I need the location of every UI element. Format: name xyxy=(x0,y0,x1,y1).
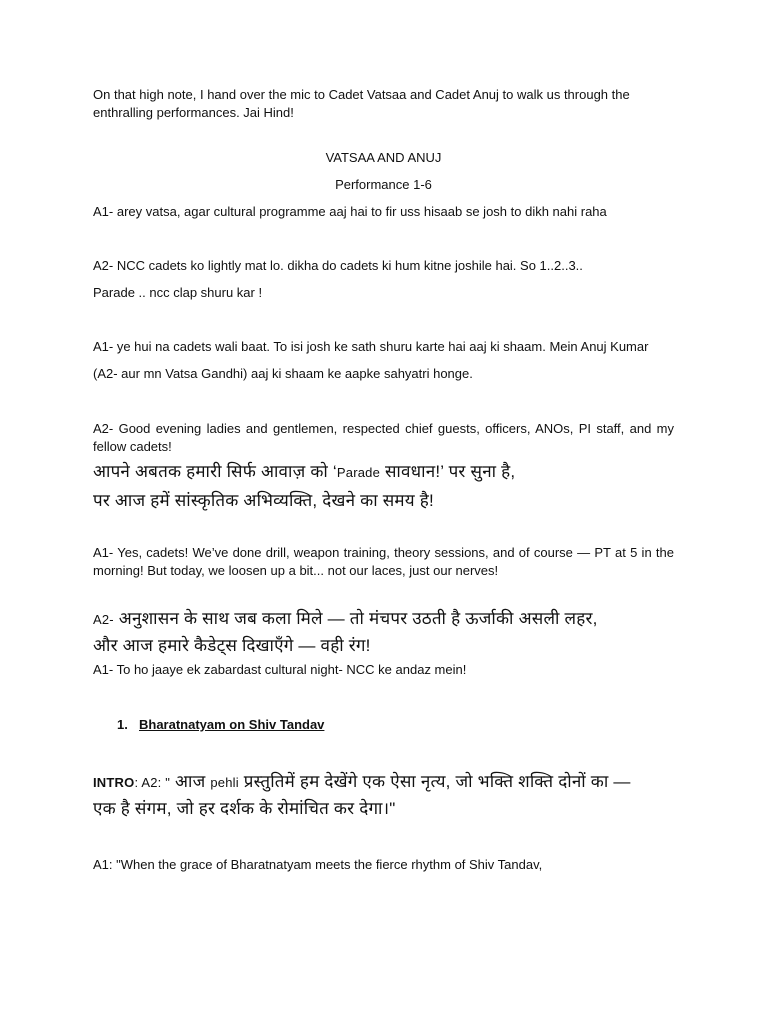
dialogue-line-3: Parade .. ncc clap shuru kar ! xyxy=(93,285,263,300)
hindi-line-1-part-c: सावधान!’ पर सुना है, xyxy=(380,462,516,481)
hindi-line-3 xyxy=(93,606,674,633)
hindi-line-3-prefix: A2- xyxy=(93,612,114,627)
intro-after-label: : A2: " xyxy=(134,775,171,790)
list-number: 1. xyxy=(117,717,128,732)
hindi-line-1-parade: Parade xyxy=(336,465,381,480)
dialogue-line-4: A1- ye hui na cadets wali baat. To isi josh ke sath shuru karte hai aaj ki shaam. Mein Anuj Kumar xyxy=(93,339,649,354)
dialogue-line-5: (A2- aur mn Vatsa Gandhi) aaj ki shaam ke aapke sahyatri honge. xyxy=(93,366,473,381)
performance-title: Bharatnatyam on Shiv Tandav xyxy=(139,717,325,732)
intro-pehli: pehli xyxy=(210,775,239,790)
hindi-line-1-part-a: आपने अबतक हमारी सिर्फ आवाज़ को ‘ xyxy=(93,462,337,481)
intro-hindi-b: प्रस्तुतिमें हम देखेंगे एक ऐसा नृत्य, जो भक्ति शक्ति दोनों का — xyxy=(238,772,631,791)
intro-hindi-line-2: एक है संगम, जो हर दर्शक के रोमांचित कर देगा।" xyxy=(93,799,396,818)
intro-paragraph: On that high note, I hand over the mic to Cadet Vatsaa and Cadet Anuj to walk us through the enthralling performances. Jai Hind! xyxy=(93,87,630,120)
intro-hindi-a: आज xyxy=(170,772,211,791)
hindi-line-1 xyxy=(93,459,674,486)
hindi-line-3-text: अनुशासन के साथ जब कला मिले — तो मंचपर उठती है ऊर्जाकी असली लहर, xyxy=(113,609,598,628)
intro-label: INTRO xyxy=(93,775,135,790)
hindi-line-4: और आज हमारे कैडेट्स दिखाएँगे — वही रंग! xyxy=(93,636,371,655)
intro-hindi-line-1 xyxy=(93,769,674,796)
dialogue-line-6: A2- Good evening ladies and gentlemen, respected chief guests, officers, ANOs, PI staff, and my fellow cadets! xyxy=(93,421,674,454)
dialogue-a1-night: A1- To ho jaaye ek zabardast cultural night- NCC ke andaz mein! xyxy=(93,662,467,677)
dialogue-a1-drill: A1- Yes, cadets! We’ve done drill, weapon training, theory sessions, and of course — PT at 5 in the morning! But today, we loosen up a bit... not our laces, just our nerves! xyxy=(93,545,674,578)
section-heading: VATSAA AND ANUJ xyxy=(325,150,442,165)
dialogue-line-1: A1- arey vatsa, agar cultural programme aaj hai to fir uss hisaab se josh to dikh nahi raha xyxy=(93,204,607,219)
hindi-line-2: पर आज हमें सांस्कृतिक अभिव्यक्ति, देखने का समय है! xyxy=(93,491,434,510)
dialogue-a1-quote: A1: "When the grace of Bharatnatyam meets the fierce rhythm of Shiv Tandav, xyxy=(93,857,543,872)
performance-list-item-1 xyxy=(93,716,674,734)
section-subheading: Performance 1-6 xyxy=(335,177,432,192)
dialogue-line-2: A2- NCC cadets ko lightly mat lo. dikha do cadets ki hum kitne joshile hai. So 1..2..3.. xyxy=(93,258,583,273)
